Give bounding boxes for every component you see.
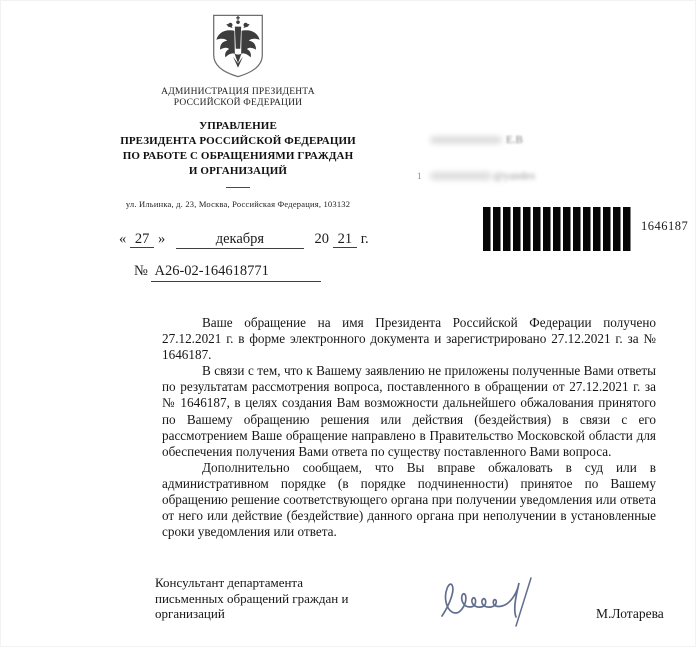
letterhead	[110, 12, 366, 209]
recipient-name-redacted	[430, 131, 523, 149]
handwritten-signature	[428, 570, 578, 636]
dept-name-line3: ПО РАБОТЕ С ОБРАЩЕНИЯМИ ГРАЖДАН	[122, 150, 354, 162]
registration-barcode	[483, 207, 633, 251]
signer-position	[155, 575, 385, 622]
date-century: 20	[314, 231, 329, 247]
date-suffix: г.	[360, 231, 369, 247]
recipient-name-fragment: Е.В	[506, 134, 523, 147]
footnote-marker: 1	[417, 171, 422, 182]
date-month: декабря	[215, 231, 265, 247]
reference-number: А26-02-164618771	[151, 263, 320, 282]
signer-position-line3: организаций	[155, 606, 225, 621]
body-paragraph-2: В связи с тем, что к Вашему заявлению не приложены полученные Вами ответы по результатам рассмотрения вопроса, поставленного в обращении от 27.12.2021 г. за № 1646187, в целях создания Вам возможности дальнейшего обжалования принятого по Вашему обращению решения или действия (бездействия) в связи с его рассмотрением Ваше обращение направлено в Правительство Московской области для обеспечения получения Вами ответа по существу поставленного Вами вопроса.	[162, 363, 656, 459]
dept-name-line1: УПРАВЛЕНИЕ	[199, 120, 277, 132]
russia-coat-of-arms-icon	[211, 12, 265, 80]
dept-name-line4: И ОРГАНИЗАЦИЙ	[188, 165, 288, 177]
letter-body	[162, 315, 656, 540]
recipient-email-fragment: @yandex	[493, 170, 536, 183]
org-name-line1: АДМИНИСТРАЦИЯ ПРЕЗИДЕНТА	[161, 87, 315, 97]
reference-label: №	[134, 263, 148, 279]
recipient-email-redacted	[417, 167, 535, 185]
date-year: 21	[333, 231, 358, 248]
body-paragraph-1: Ваше обращение на имя Президента Российской Федерации получено 27.12.2021 г. в форме электронного документа и зарегистрировано 27.12.2021 г. за № 1646187.	[162, 315, 656, 363]
registration-number: 1646187	[641, 219, 689, 233]
org-name-line2: РОССИЙСКОЙ ФЕДЕРАЦИИ	[173, 98, 303, 108]
letterhead-divider	[226, 187, 250, 188]
reference-line	[134, 263, 321, 282]
letterhead-address: ул. Ильинка, д. 23, Москва, Российская Федерация, 103132	[125, 199, 351, 209]
date-day: 27	[130, 231, 155, 248]
redaction-smudge	[430, 172, 492, 180]
date-line	[119, 231, 369, 249]
signer-position-line1: Консультант департамента	[155, 575, 304, 590]
dept-name-line2: ПРЕЗИДЕНТА РОССИЙСКОЙ ФЕДЕРАЦИИ	[120, 135, 356, 147]
date-open-quote: «	[119, 231, 127, 247]
date-close-quote: »	[158, 231, 166, 247]
redaction-smudge	[430, 136, 502, 144]
signer-position-line2: письменных обращений граждан и	[155, 590, 349, 606]
signer-name: М.Лотарева	[596, 606, 664, 621]
body-paragraph-3: Дополнительно сообщаем, что Вы вправе обжаловать в суд или в административном порядке (в порядке подчиненности) принятое по Вашему обращению решение соответствующего органа при получении уведомления или ответа от него или действие (бездействие) данного органа при неполучении в установленные сроки уведомления или ответа.	[162, 459, 656, 540]
